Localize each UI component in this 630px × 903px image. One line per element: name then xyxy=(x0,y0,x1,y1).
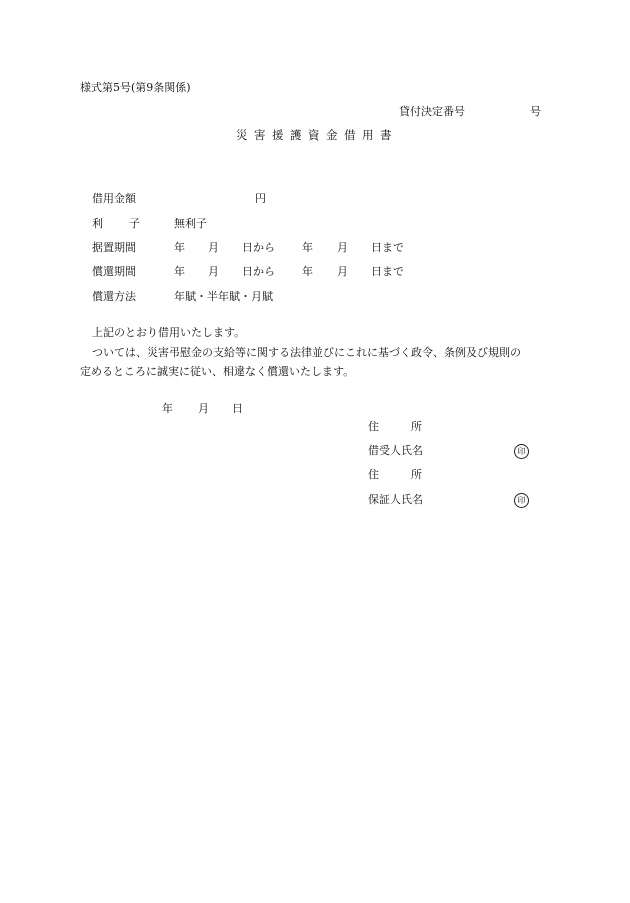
grace-from-day: 日から xyxy=(242,241,275,254)
repayment-method-value: 年賦・半年賦・月賦 xyxy=(174,290,273,303)
repayment-period-label: 償還期間 xyxy=(92,265,136,278)
repayment-from-day: 日から xyxy=(242,265,275,278)
date-day: 日 xyxy=(232,402,243,415)
guarantor-address-char-1: 住 xyxy=(368,468,379,481)
repayment-from-month: 月 xyxy=(208,265,219,278)
interest-label-char-1: 利 xyxy=(92,217,103,230)
interest-label-char-2: 子 xyxy=(129,217,140,230)
borrower-seal-mark xyxy=(514,444,529,459)
borrower-address-char-2: 所 xyxy=(411,420,422,433)
guarantor-name-label: 保証人氏名 xyxy=(368,493,423,506)
decision-number-label: 貸付決定番号 xyxy=(399,105,465,118)
form-number: 様式第5号(第9条関係) xyxy=(80,81,191,94)
document-title: 災害援護資金借用書 xyxy=(236,128,398,142)
grace-to-year: 年 xyxy=(302,241,313,254)
grace-from-year: 年 xyxy=(174,241,185,254)
grace-period-label: 据置期間 xyxy=(92,241,136,254)
decision-number-suffix: 号 xyxy=(530,105,541,118)
grace-to-day: 日まで xyxy=(371,241,404,254)
date-month: 月 xyxy=(198,402,209,415)
repayment-method-label: 償還方法 xyxy=(92,290,136,303)
amount-unit: 円 xyxy=(255,192,266,205)
borrower-address-char-1: 住 xyxy=(368,420,379,433)
guarantor-address-char-2: 所 xyxy=(411,468,422,481)
guarantor-seal-char: 印 xyxy=(514,493,529,508)
interest-value: 無利子 xyxy=(174,217,207,230)
borrower-name-label: 借受人氏名 xyxy=(368,444,423,457)
borrower-seal-char: 印 xyxy=(514,444,529,459)
grace-to-month: 月 xyxy=(337,241,348,254)
repayment-to-month: 月 xyxy=(337,265,348,278)
guarantor-seal-mark xyxy=(514,493,529,508)
repayment-to-year: 年 xyxy=(302,265,313,278)
repayment-to-day: 日まで xyxy=(371,265,404,278)
date-year: 年 xyxy=(162,402,173,415)
repayment-from-year: 年 xyxy=(174,265,185,278)
body-line-2: ついては、災害弔慰金の支給等に関する法律並びにこれに基づく政令、条例及び規則の xyxy=(92,346,521,359)
amount-label: 借用金額 xyxy=(92,192,136,205)
body-line-3: 定めるところに誠実に従い、相違なく償還いたします。 xyxy=(80,365,355,378)
grace-from-month: 月 xyxy=(208,241,219,254)
body-line-1: 上記のとおり借用いたします。 xyxy=(92,326,246,339)
